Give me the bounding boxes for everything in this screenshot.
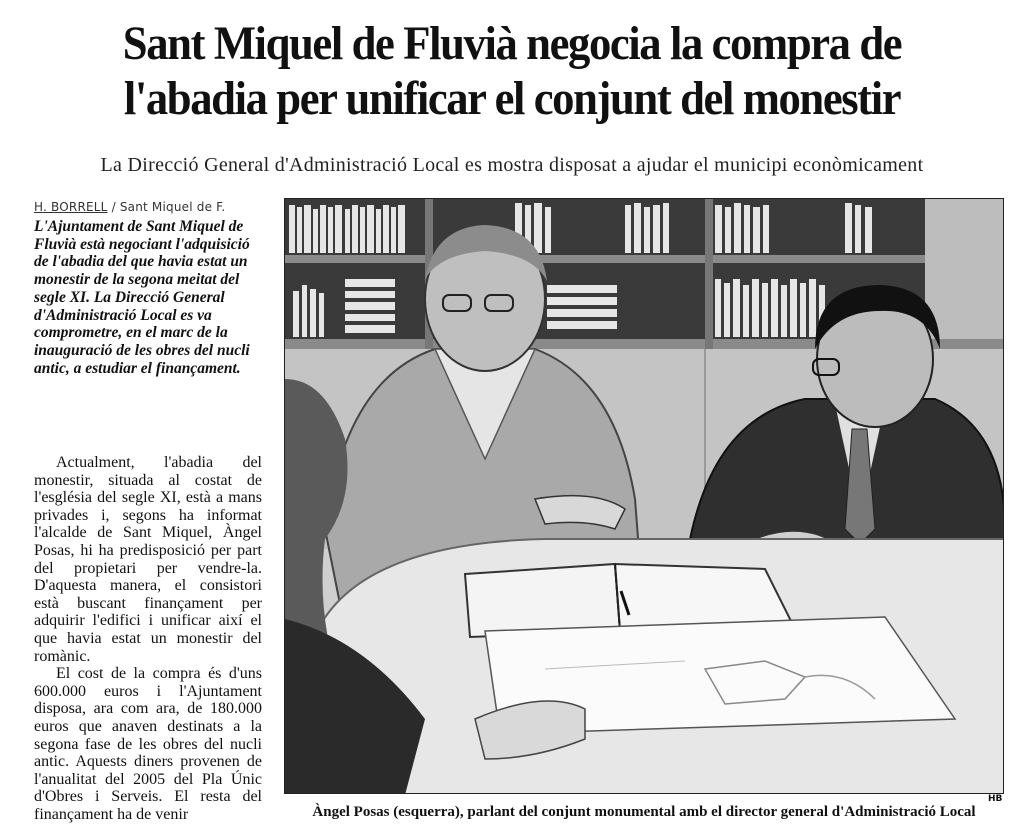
headline-line-1: Sant Miquel de Fluvià negocia la compra de (122, 17, 902, 70)
article-photo (284, 198, 1004, 794)
article-body (34, 454, 262, 828)
body-paragraph-2: El cost de la compra és d'uns 600.000 euros i l'Ajuntament disposa, ara com ara, de 180.000 euros que anaven destinats a la segona fase de les obres del nucli antic. Aquests diners provenen de l'anualitat del 2005 del Pla Únic d'Obres i Serveis. El resta del finançament ha de venir (34, 665, 262, 823)
photo-illustration (285, 199, 1004, 794)
headline-line-2: l'abadia per unificar el conjunt del monestir (123, 72, 901, 125)
byline-separator: / (111, 200, 116, 214)
byline-location: Sant Miquel de F. (119, 200, 226, 214)
body-paragraph-1: Actualment, l'abadia del monestir, situada al costat de l'església del segle XI, està a mans privades i, segons ha informat l'alcalde de Sant Miquel, Àngel Posas, hi ha predisposició per part del propietari per vendre-la. D'aquesta manera, el consistori està buscant finançament per adquirir l'edifici i unificar així el que havia estat un monestir del romànic. (34, 454, 262, 665)
photo-credit: HB (988, 794, 1003, 804)
photo-caption: Àngel Posas (esquerra), parlant del conjunt monumental amb el director general d'Administració Local (312, 804, 976, 820)
lead-paragraph: L'Ajuntament de Sant Miquel de Fluvià està negociant l'adquisició de l'abadia del que havia estat un monestir de la segona meitat del segle XI. La Direcció General d'Administració Local es va comprometre, en el marc de la inauguració de les obres del nucli antic, a estudiar el finançament. (34, 218, 250, 377)
subheadline: La Direcció General d'Administració Local es mostra disposat a ajudar el municipi econòmicament (100, 154, 924, 176)
byline (34, 200, 254, 214)
byline-author: H. BORRELL (34, 200, 108, 214)
headline (45, 16, 979, 126)
